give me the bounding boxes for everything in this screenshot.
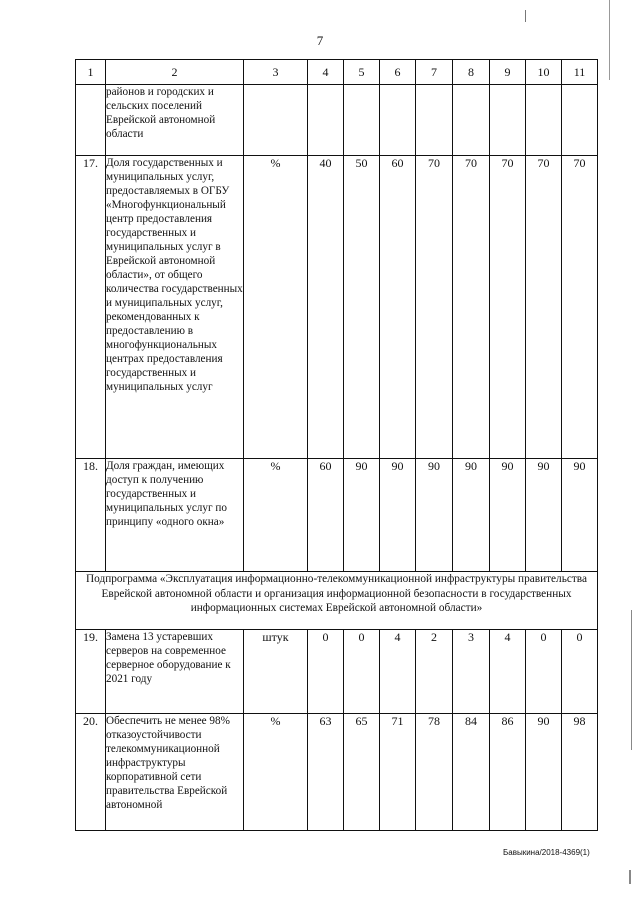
column-header: 5: [344, 60, 380, 85]
column-header: 6: [380, 60, 416, 85]
value-cell: 4: [490, 630, 526, 714]
value-cell: 3: [453, 630, 490, 714]
unit: %: [244, 459, 308, 572]
value-cell: 84: [453, 714, 490, 831]
value-cell: 90: [526, 714, 562, 831]
value-cell: 90: [380, 459, 416, 572]
page-number: 7: [316, 33, 324, 48]
table-header-row: [76, 60, 598, 85]
row-number: 19.: [76, 630, 106, 714]
value-cell: 0: [562, 630, 598, 714]
indicator-name: Доля граждан, имеющих доступ к получению государственных и муниципальных услуг по принципу «одного окна»: [106, 459, 244, 572]
indicator-name: Доля государственных и муниципальных услуг, предоставляемых в ОГБУ «Многофункциональный центр предоставления государственных и муниципальных услуг в Еврейской автономной области», от общего количества государственных и муниципальных услуг, рекомендованных к предоставлению в многофункциональных центрах предоставления государственных и муниципальных услуг: [106, 156, 244, 459]
subprogram-row: [76, 572, 598, 630]
column-header: 10: [526, 60, 562, 85]
indicator-name: районов и городских и сельских поселений Еврейской автономной области: [106, 85, 244, 156]
value-cell: 65: [344, 714, 380, 831]
value-cell: 4: [380, 630, 416, 714]
value-cell: 90: [416, 459, 453, 572]
column-header: 1: [76, 60, 106, 85]
value-cell: 70: [526, 156, 562, 459]
table-row: [76, 459, 598, 572]
value-cell: 78: [416, 714, 453, 831]
value-cell: 60: [380, 156, 416, 459]
scan-edge-line: [631, 610, 632, 750]
value-cell: 70: [416, 156, 453, 459]
value-cell: 0: [344, 630, 380, 714]
value-cell: 0: [526, 630, 562, 714]
unit: %: [244, 156, 308, 459]
unit: %: [244, 714, 308, 831]
value-cell: 60: [308, 459, 344, 572]
value-cell: 90: [453, 459, 490, 572]
value-cell: 90: [344, 459, 380, 572]
document-code: Бавыкина/2018-4369(1): [503, 848, 590, 857]
column-header: 4: [308, 60, 344, 85]
subprogram-title: Подпрограмма «Эксплуатация информационно-телекоммуникационной инфраструктуры правительства Еврейской автономной области и организация информационной безопасности в государственных информационных системах Еврейской автономной области»: [76, 572, 598, 630]
value-cell: 70: [453, 156, 490, 459]
value-cell: 70: [562, 156, 598, 459]
value-cell: 63: [308, 714, 344, 831]
table-row: [76, 85, 598, 156]
unit: штук: [244, 630, 308, 714]
indicator-name: Замена 13 устаревших серверов на современное серверное оборудование к 2021 году: [106, 630, 244, 714]
value-cell: 90: [562, 459, 598, 572]
column-header: 3: [244, 60, 308, 85]
row-number: 17.: [76, 156, 106, 459]
value-cell: 40: [308, 156, 344, 459]
table-row: [76, 156, 598, 459]
column-header: 2: [106, 60, 244, 85]
value-cell: 86: [490, 714, 526, 831]
indicator-name: Обеспечить не менее 98% отказоустойчивости телекоммуникационной инфраструктуры корпоративной сети правительства Еврейской автономной: [106, 714, 244, 831]
indicators-table: [75, 59, 598, 831]
table-row: [76, 714, 598, 831]
table-row: [76, 630, 598, 714]
value-cell: 70: [490, 156, 526, 459]
value-cell: 0: [308, 630, 344, 714]
value-cell: 50: [344, 156, 380, 459]
column-header: 8: [453, 60, 490, 85]
value-cell: 71: [380, 714, 416, 831]
row-number: 18.: [76, 459, 106, 572]
scan-mark: [525, 10, 526, 22]
scan-mark: [629, 870, 631, 884]
row-number: 20.: [76, 714, 106, 831]
column-header: 9: [490, 60, 526, 85]
column-header: 11: [562, 60, 598, 85]
value-cell: 2: [416, 630, 453, 714]
value-cell: 98: [562, 714, 598, 831]
value-cell: 90: [526, 459, 562, 572]
column-header: 7: [416, 60, 453, 85]
value-cell: 90: [490, 459, 526, 572]
